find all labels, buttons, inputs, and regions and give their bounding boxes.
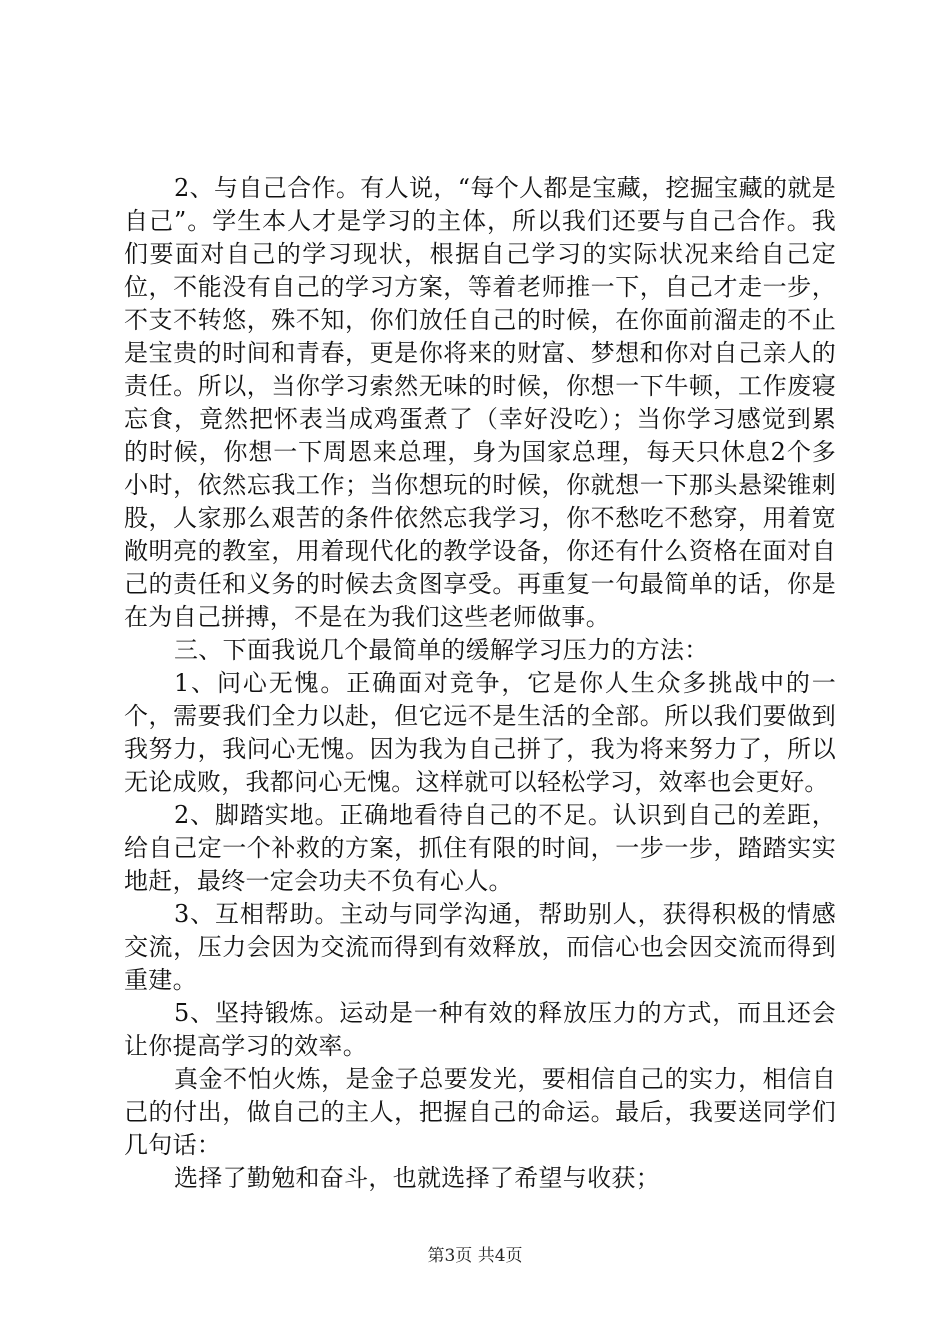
paragraph-cooperate-with-self: 2、与自己合作。有人说，“每个人都是宝藏，挖掘宝藏的就是自己”。学生本人才是学习的主体，所以我们还要与自己合作。我们要面对自己的学习现状，根据自己学习的实际状况来给自己定位，不能没有自己的学习方案，等着老师推一下，自己才走一步，不支不转悠，殊不知，你们放任自己的时候，在你面前溜走的不止是宝贵的时间和青春，更是你将来的财富、梦想和你对自己亲人的责任。所以，当你学习索然无味的时候，你想一下牛顿，工作废寝忘食，竟然把怀表当成鸡蛋煮了（幸好没吃）；当你学习感觉到累的时候，你想一下周恩来总理，身为国家总理，每天只休息2个多小时，依然忘我工作；当你想玩的时候，你就想一下那头悬梁锥刺股，人家那么艰苦的条件依然忘我学习，你不愁吃不愁穿，用着宽敞明亮的教室，用着现代化的教学设备，你还有什么资格在面对自己的责任和义务的时候去贪图享受。再重复一句最简单的话，你是在为自己拼搏，不是在为我们这些老师做事。	[124, 174, 836, 631]
paragraph-section-three-heading: 三、下面我说几个最简单的缓解学习压力的方法：	[174, 636, 709, 664]
paragraph-down-to-earth: 2、脚踏实地。正确地看待自己的不足。认识到自己的差距，给自己定一个补救的方案，抓住有限的时间，一步一步，踏踏实实地赶，最终一定会功夫不负有心人。	[124, 801, 836, 895]
page-number-footer: 第3页 共4页	[427, 1246, 523, 1266]
paragraph-help-each-other: 3、互相帮助。主动与同学沟通，帮助别人，获得积极的情感交流，压力会因为交流而得到有效释放，而信心也会因交流而得到重建。	[124, 900, 836, 994]
paragraph-closing-line: 选择了勤勉和奋斗，也就选择了希望与收获；	[174, 1164, 660, 1192]
paragraph-true-gold: 真金不怕火炼，是金子总要发光，要相信自己的实力，相信自己的付出，做自己的主人，把握自己的命运。最后，我要送同学们几句话：	[124, 1065, 836, 1159]
paragraph-clear-conscience: 1、问心无愧。正确面对竞争，它是你人生众多挑战中的一个，需要我们全力以赴，但它远不是生活的全部。所以我们要做到我努力，我问心无愧。因为我为自己拼了，我为将来努力了，所以无论成败，我都问心无愧。这样就可以轻松学习，效率也会更好。	[124, 669, 836, 796]
document-body	[124, 172, 836, 1195]
paragraph-exercise: 5、坚持锻炼。运动是一种有效的释放压力的方式，而且还会让你提高学习的效率。	[124, 999, 836, 1060]
